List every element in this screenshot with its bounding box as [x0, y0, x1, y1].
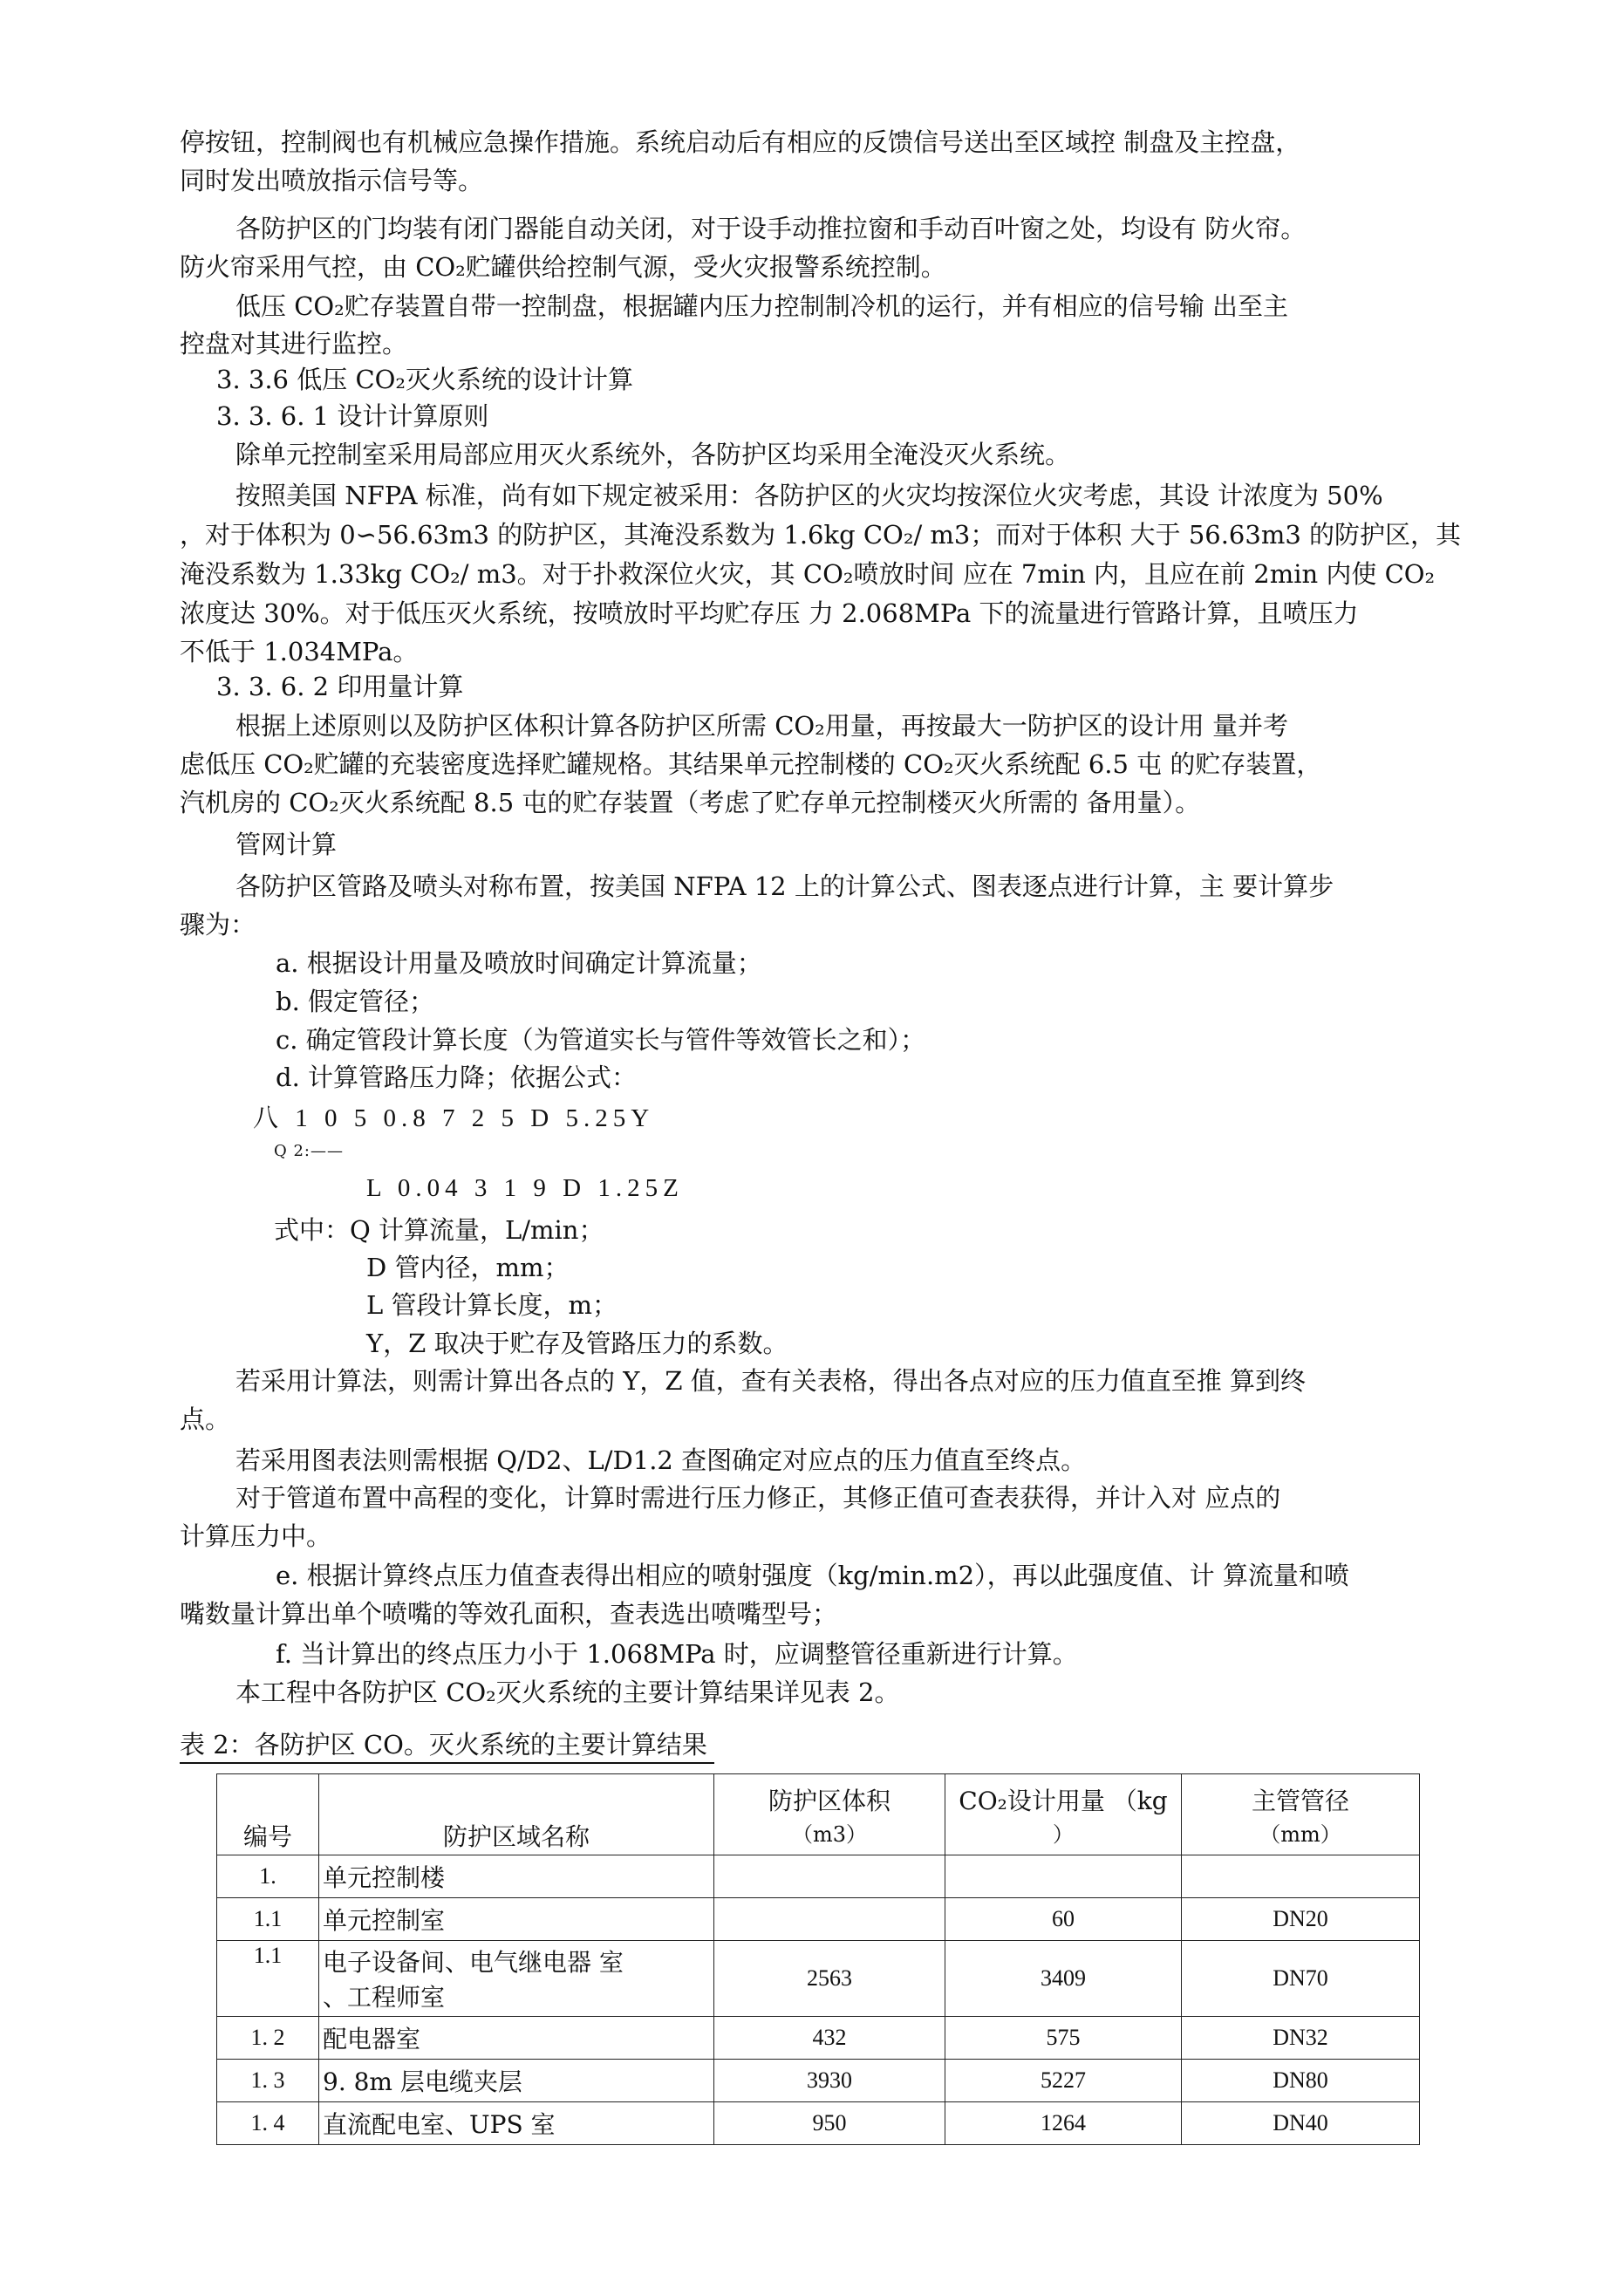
paragraph-line: 点。: [180, 1404, 231, 1434]
header-volume: [714, 1774, 945, 1855]
paragraph-line: 对于管道布置中高程的变化，计算时需进行压力修正，其修正值可查表获得，并计入对 应点的: [235, 1483, 1281, 1513]
cell-usage: 5227: [945, 2060, 1182, 2102]
formula-legend: Y，Z 取决于贮存及管路压力的系数。: [366, 1329, 788, 1358]
cell-name: 单元控制室: [319, 1898, 714, 1941]
cell-diameter: DN20: [1182, 1898, 1420, 1941]
cell-volume: 3930: [714, 2060, 945, 2102]
cell-diameter: DN32: [1182, 2017, 1420, 2060]
table-row: [217, 1855, 1420, 1898]
list-item: e. 根据计算终点压力值查表得出相应的喷射强度（kg/min.m2），再以此强度值、计 算流量和喷: [276, 1561, 1349, 1590]
formula-line: Q 2:——: [274, 1142, 344, 1160]
cell-usage: 60: [945, 1898, 1182, 1941]
header-name: 防护区域名称: [319, 1774, 714, 1855]
header-diameter-label: 主管管径: [1251, 1786, 1349, 1815]
section-heading: 3. 3.6 低压 CO₂灭火系统的设计计算: [216, 365, 634, 394]
header-usage-unit: ）: [1053, 1821, 1074, 1847]
paragraph-line: 按照美国 NFPA 标准，尚有如下规定被采用：各防护区的火灾均按深位火灾考虑，其设 计浓度为 50%: [235, 481, 1383, 510]
paragraph-line: 本工程中各防护区 CO₂灭火系统的主要计算结果详见表 2。: [235, 1678, 900, 1707]
header-diameter-unit: （mm）: [1259, 1821, 1341, 1847]
cell-volume: [714, 1855, 945, 1898]
cell-volume: 432: [714, 2017, 945, 2060]
cell-usage: [945, 1855, 1182, 1898]
list-item: b. 假定管径；: [276, 987, 435, 1016]
paragraph-line: ，对于体积为 0∽56.63m3 的防护区，其淹没系数为 1.6kg CO₂/ m3；而对于体积 大于 56.63m3 的防护区，其: [180, 520, 1462, 550]
header-usage-label: CO₂设计用量 （kg: [959, 1786, 1168, 1815]
cell-name: 9. 8m 层电缆夹层: [319, 2060, 714, 2102]
list-item: c. 确定管段计算长度（为管道实长与管件等效管长之和）；: [276, 1025, 926, 1055]
table-row: [217, 2102, 1420, 2145]
header-usage: [945, 1774, 1182, 1855]
header-volume-label: 防护区体积: [768, 1786, 890, 1815]
cell-diameter: DN40: [1182, 2102, 1420, 2145]
cell-name: [319, 1941, 714, 2017]
formula-legend: 式中：Q 计算流量，L/min；: [274, 1215, 604, 1245]
paragraph-line: 淹没系数为 1.33kg CO₂/ m3。对于扑救深位火灾，其 CO₂喷放时间 应在 7min 内，且应在前 2min 内使 CO₂: [180, 559, 1436, 589]
cell-no: 1. 3: [217, 2060, 319, 2102]
paragraph-line: 嘴数量计算出单个喷嘴的等效孔面积，查表选出喷嘴型号；: [180, 1599, 838, 1629]
table-caption: 表 2：各防护区 CO。灭火系统的主要计算结果: [180, 1727, 714, 1764]
header-diameter: [1182, 1774, 1420, 1855]
section-heading: 3. 3. 6. 1 设计计算原则: [216, 401, 489, 431]
formula-legend: D 管内径，mm；: [366, 1253, 570, 1282]
paragraph-line: 计算压力中。: [180, 1521, 332, 1551]
cell-usage: 1264: [945, 2102, 1182, 2145]
paragraph-line: 若采用计算法，则需计算出各点的 Y，Z 值，查有关表格，得出各点对应的压力值直至推 算到终: [235, 1366, 1306, 1396]
paragraph-line: 停按钮，控制阀也有机械应急操作措施。系统启动后有相应的反馈信号送出至区域控 制盘及主控盘，: [180, 127, 1301, 157]
header-no: 编号: [217, 1774, 319, 1855]
table-row: [217, 2060, 1420, 2102]
cell-name: 单元控制楼: [319, 1855, 714, 1898]
paragraph-line: 根据上述原则以及防护区体积计算各防护区所需 CO₂用量，再按最大一防护区的设计用 量并考: [235, 711, 1289, 741]
table-row: [217, 1941, 1420, 2017]
section-heading: 管网计算: [235, 830, 338, 859]
paragraph-line: 若采用图表法则需根据 Q/D2、L/D1.2 查图确定对应点的压力值直至终点。: [235, 1445, 1087, 1475]
cell-no: 1. 2: [217, 2017, 319, 2060]
list-item: a. 根据设计用量及喷放时间确定计算流量；: [276, 948, 762, 978]
paragraph-line: 不低于 1.034MPa。: [180, 637, 419, 666]
formula-line: L 0.04 3 1 9 D 1.25Z: [366, 1174, 684, 1202]
paragraph-line: 各防护区管路及喷头对称布置，按美国 NFPA 12 上的计算公式、图表逐点进行计算，主 要计算步: [235, 871, 1334, 901]
paragraph-line: 防火帘采用气控，由 CO₂贮罐供给控制气源，受火灾报警系统控制。: [180, 252, 946, 282]
cell-no: 1. 4: [217, 2102, 319, 2145]
cell-volume: 950: [714, 2102, 945, 2145]
cell-name: 配电器室: [319, 2017, 714, 2060]
paragraph-line: 同时发出喷放指示信号等。: [180, 166, 484, 195]
paragraph-line: 各防护区的门均装有闭门器能自动关闭，对于设手动推拉窗和手动百叶窗之处，均设有 防火帘。: [235, 214, 1307, 243]
cell-name: 直流配电室、UPS 室: [319, 2102, 714, 2145]
paragraph-line: 汽机房的 CO₂灭火系统配 8.5 屯的贮存装置（考虑了贮存单元控制楼灭火所需的 备用量）。: [180, 788, 1201, 817]
cell-name-line: 、工程师室: [323, 1983, 446, 2012]
section-heading: 3. 3. 6. 2 印用量计算: [216, 672, 464, 701]
cell-name-line: 电子设备间、电气继电器 室: [323, 1948, 624, 1977]
table-header-row: [217, 1774, 1420, 1855]
cell-volume: 2563: [714, 1941, 945, 2017]
paragraph-line: 虑低压 CO₂贮罐的充装密度选择贮罐规格。其结果单元控制楼的 CO₂灭火系统配 6.5 屯 的贮存装置，: [180, 749, 1322, 779]
paragraph-line: 控盘对其进行监控。: [180, 329, 408, 359]
table-row: [217, 1898, 1420, 1941]
cell-no: 1.: [217, 1855, 319, 1898]
cell-diameter: DN80: [1182, 2060, 1420, 2102]
paragraph-line: 浓度达 30%。对于低压灭火系统，按喷放时平均贮存压 力 2.068MPa 下的流量进行管路计算，且喷压力: [180, 598, 1359, 628]
list-item: d. 计算管路压力降；依据公式：: [276, 1063, 638, 1092]
cell-no: 1.1: [217, 1898, 319, 1941]
table-row: [217, 2017, 1420, 2060]
paragraph-line: 除单元控制室采用局部应用灭火系统外，各防护区均采用全淹没灭火系统。: [235, 440, 1071, 469]
cell-diameter: DN70: [1182, 1941, 1420, 2017]
paragraph-line: 骤为：: [180, 910, 256, 940]
list-item: f. 当计算出的终点压力小于 1.068MPa 时，应调整管径重新进行计算。: [276, 1639, 1078, 1669]
header-volume-unit: （m3）: [791, 1821, 868, 1847]
results-table: [216, 1773, 1420, 2145]
cell-usage: 575: [945, 2017, 1182, 2060]
cell-usage: 3409: [945, 1941, 1182, 2017]
paragraph-line: 低压 CO₂贮存装置自带一控制盘，根据罐内压力控制制冷机的运行，并有相应的信号输 出至主: [235, 291, 1289, 321]
formula-line: 八 1 0 5 0.8 7 2 5 D 5.25Y: [253, 1104, 655, 1132]
cell-no: 1.1: [217, 1941, 319, 2017]
cell-diameter: [1182, 1855, 1420, 1898]
formula-legend: L 管段计算长度，m；: [366, 1290, 618, 1320]
cell-volume: [714, 1898, 945, 1941]
